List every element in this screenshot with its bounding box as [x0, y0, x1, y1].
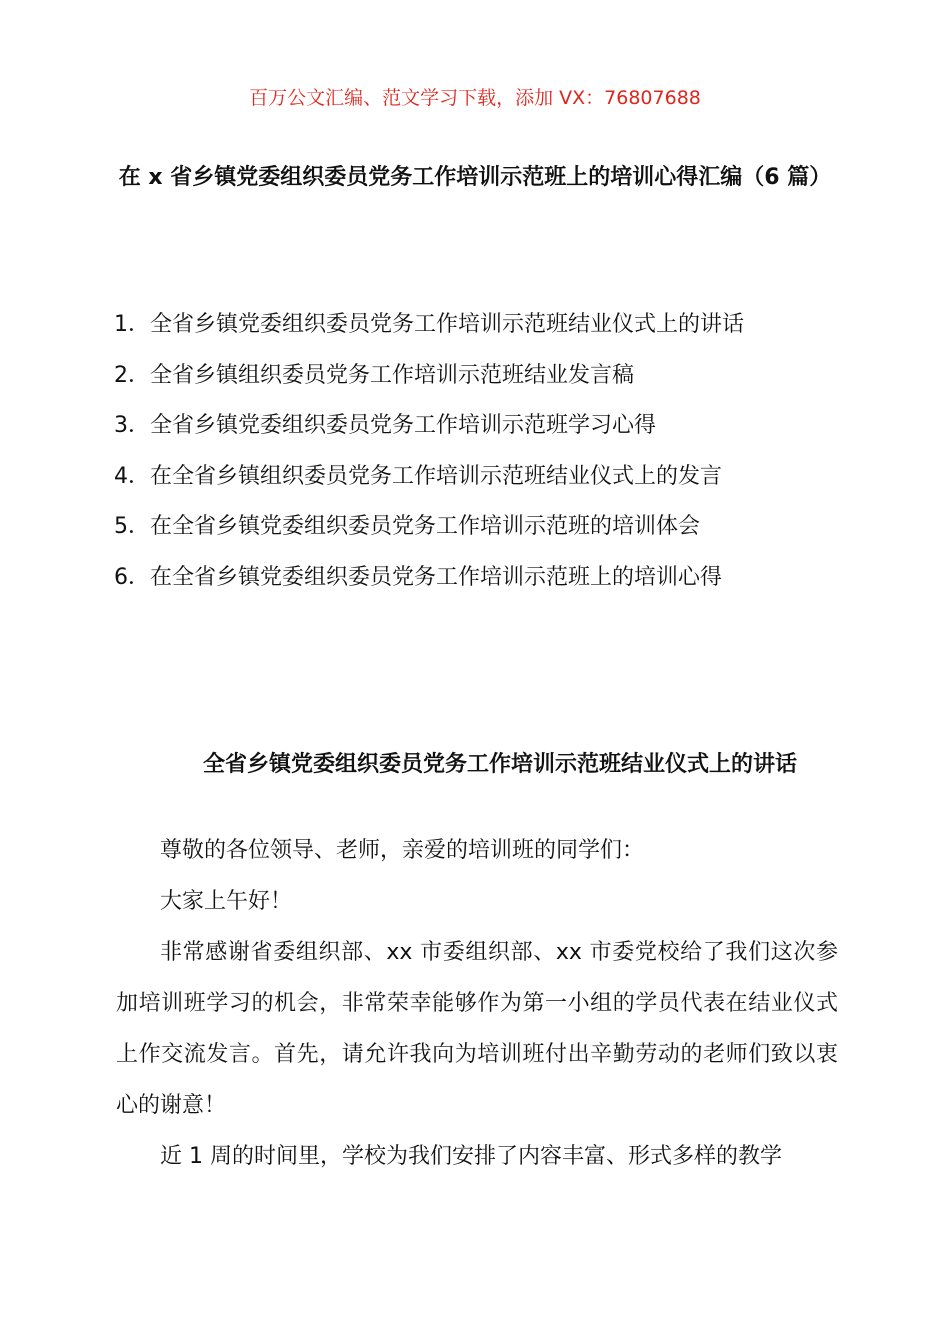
- toc-item: 5．在全省乡镇党委组织委员党务工作培训示范班的培训体会: [114, 514, 700, 539]
- section-body: [116, 825, 838, 1182]
- paragraph: 大家上午好！: [160, 889, 293, 914]
- toc-item: 1．全省乡镇党委组织委员党务工作培训示范班结业仪式上的讲话: [114, 312, 744, 337]
- toc-item: 3．全省乡镇党委组织委员党务工作培训示范班学习心得: [114, 413, 656, 438]
- download-banner: 百万公文汇编、范文学习下载，添加 VX：76807688: [249, 87, 701, 109]
- paragraph: 非常感谢省委组织部、xx 市委组织部、xx 市委党校给了我们这次参加培训班学习的机会，非常荣幸能够作为第一小组的学员代表在结业仪式上作交流发言。首先，请允许我向为培训班付出辛勤劳动的老师们致以衷心的谢意！: [116, 940, 838, 1118]
- paragraph: 近 1 周的时间里，学校为我们安排了内容丰富、形式多样的教学: [160, 1144, 782, 1169]
- paragraph: 尊敬的各位领导、老师，亲爱的培训班的同学们：: [160, 838, 645, 863]
- toc-item: 6．在全省乡镇党委组织委员党务工作培训示范班上的培训心得: [114, 564, 722, 590]
- table-of-contents: [114, 300, 854, 603]
- toc-item: 4．在全省乡镇组织委员党务工作培训示范班结业仪式上的发言: [114, 463, 722, 489]
- document-title: 在 x 省乡镇党委组织委员党务工作培训示范班上的培训心得汇编（6 篇）: [118, 165, 832, 190]
- section-title: 全省乡镇党委组织委员党务工作培训示范班结业仪式上的讲话: [202, 752, 797, 777]
- toc-item: 2．全省乡镇组织委员党务工作培训示范班结业发言稿: [114, 362, 634, 388]
